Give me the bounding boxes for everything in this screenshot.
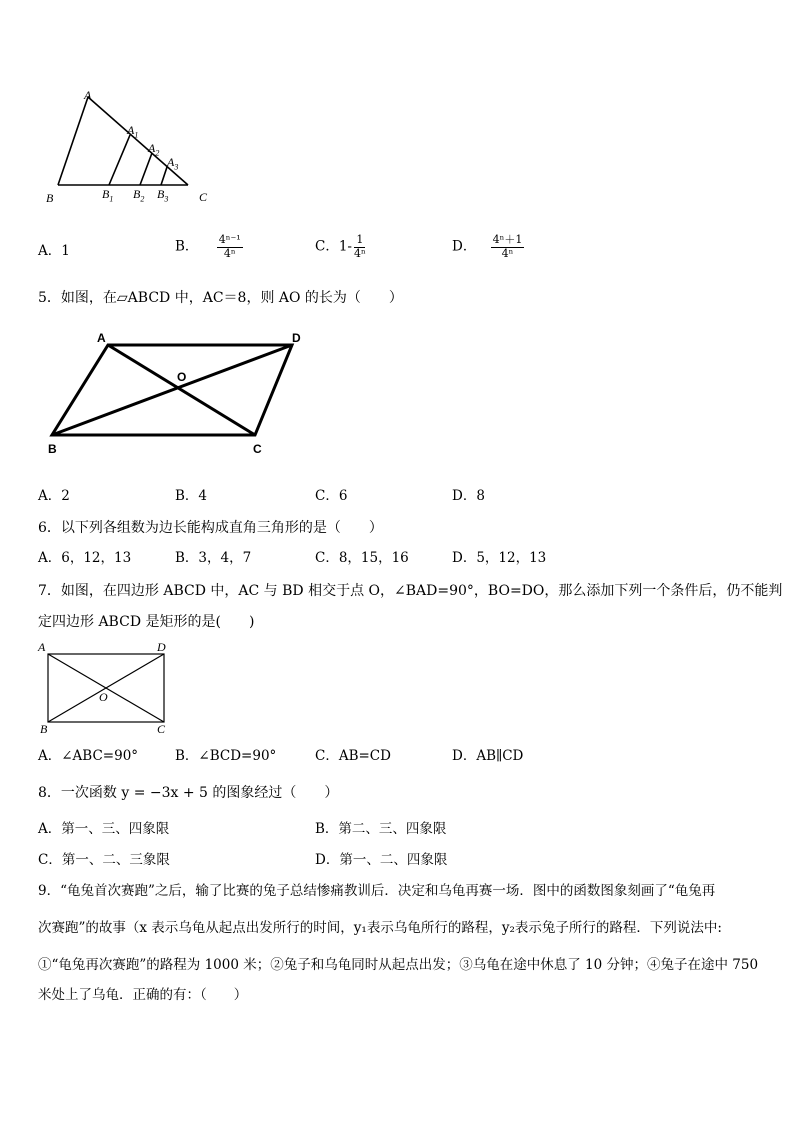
q7-option-d: D．AB∥CD — [452, 748, 524, 764]
q7-stem-line2: 定四边形 ABCD 是矩形的是( ) — [38, 614, 255, 630]
q7-label-C: C — [157, 722, 166, 736]
q5-option-d: D．8 — [452, 488, 485, 504]
q4-label-A: A — [84, 88, 92, 102]
q7-label-A: A — [38, 640, 46, 654]
q4-label-B: B — [46, 191, 54, 205]
q8-option-a: A．第一、三、四象限 — [38, 821, 170, 837]
q4-label-A2: $A_2$ — [148, 141, 160, 158]
q7-option-b: B．∠BCD=90° — [175, 748, 277, 764]
q6-option-c: C．8，15，16 — [315, 550, 409, 566]
q4-label-B3: $B_3$ — [157, 187, 169, 204]
q6-stem: 6．以下列各组数为边长能构成直角三角形的是（ ） — [38, 520, 383, 536]
q7-label-D: D — [157, 640, 166, 654]
q4-option-d: D． $\frac{\text{4ⁿ＋1}}{\text{4ⁿ}}$ — [452, 233, 523, 260]
q9-line4: 米处上了乌龟．正确的有：（ ） — [38, 987, 248, 1003]
q6-option-b: B．3，4，7 — [175, 550, 252, 566]
q4-label-B2: $B_2$ — [133, 187, 145, 204]
q4-label-A1: $A_1$ — [127, 123, 139, 140]
q7-label-B: B — [40, 722, 48, 736]
q9-line1: 9．“龟兔首次赛跑”之后，输了比赛的兔子总结惨痛教训后．决定和乌龟再赛一场．图中的函数图象刻画了“龟兔再 — [38, 883, 716, 899]
q5-stem: 5．如图，在▱ABCD 中，AC＝8，则 AO 的长为（ ） — [38, 290, 403, 306]
q4-option-b: B． $\frac{\text{4ⁿ⁻¹}}{\text{4ⁿ}}$ — [175, 233, 241, 260]
q7-option-c: C．AB=CD — [315, 748, 391, 764]
q4-label-B1: $B_1$ — [102, 187, 114, 204]
q5-label-C: C — [253, 442, 262, 456]
q4-label-C: C — [199, 190, 208, 204]
q7-rectangle-figure — [40, 648, 175, 728]
q9-line3: ①“龟兔再次赛跑”的路程为 1000 米；②兔子和乌龟同时从起点出发；③乌龟在途中休息了 10 分钟；④兔子在途中 750 — [38, 957, 759, 973]
q5-label-B: B — [48, 442, 57, 456]
q7-label-O: O — [99, 690, 108, 704]
q8-option-c: C．第一、二、三象限 — [38, 852, 170, 868]
q5-option-c: C．6 — [315, 488, 348, 504]
q5-label-A: A — [97, 331, 106, 345]
q8-option-b: B．第二、三、四象限 — [315, 821, 447, 837]
q8-stem: 8．一次函数 y = −3x + 5 的图象经过（ ） — [38, 785, 339, 801]
q9-line2: 次赛跑”的故事（x 表示乌龟从起点出发所行的时间，y₁表示乌龟所行的路程，y₂表示兔子所行的路程．下列说法中: — [38, 920, 722, 936]
q4-option-a: A．1 — [38, 243, 70, 259]
q5-parallelogram-figure — [40, 335, 310, 450]
q4-option-c: C．1- $\frac{1}{\text{4ⁿ}}$ — [315, 233, 366, 260]
q6-option-d: D．5，12，13 — [452, 550, 547, 566]
q5-option-b: B．4 — [175, 488, 208, 504]
q5-option-a: A．2 — [38, 488, 70, 504]
q6-option-a: A．6，12，13 — [38, 550, 132, 566]
q7-stem-line1: 7．如图，在四边形 ABCD 中，AC 与 BD 相交于点 O，∠BAD=90°，BO=DO，那么添加下列一个条件后，仍不能判 — [38, 583, 783, 599]
q7-option-a: A．∠ABC=90° — [38, 748, 139, 764]
q5-label-O: O — [177, 370, 187, 384]
q8-option-d: D．第一、二、四象限 — [315, 852, 448, 868]
q4-label-A3: $A_3$ — [167, 155, 179, 172]
q5-label-D: D — [292, 331, 301, 345]
